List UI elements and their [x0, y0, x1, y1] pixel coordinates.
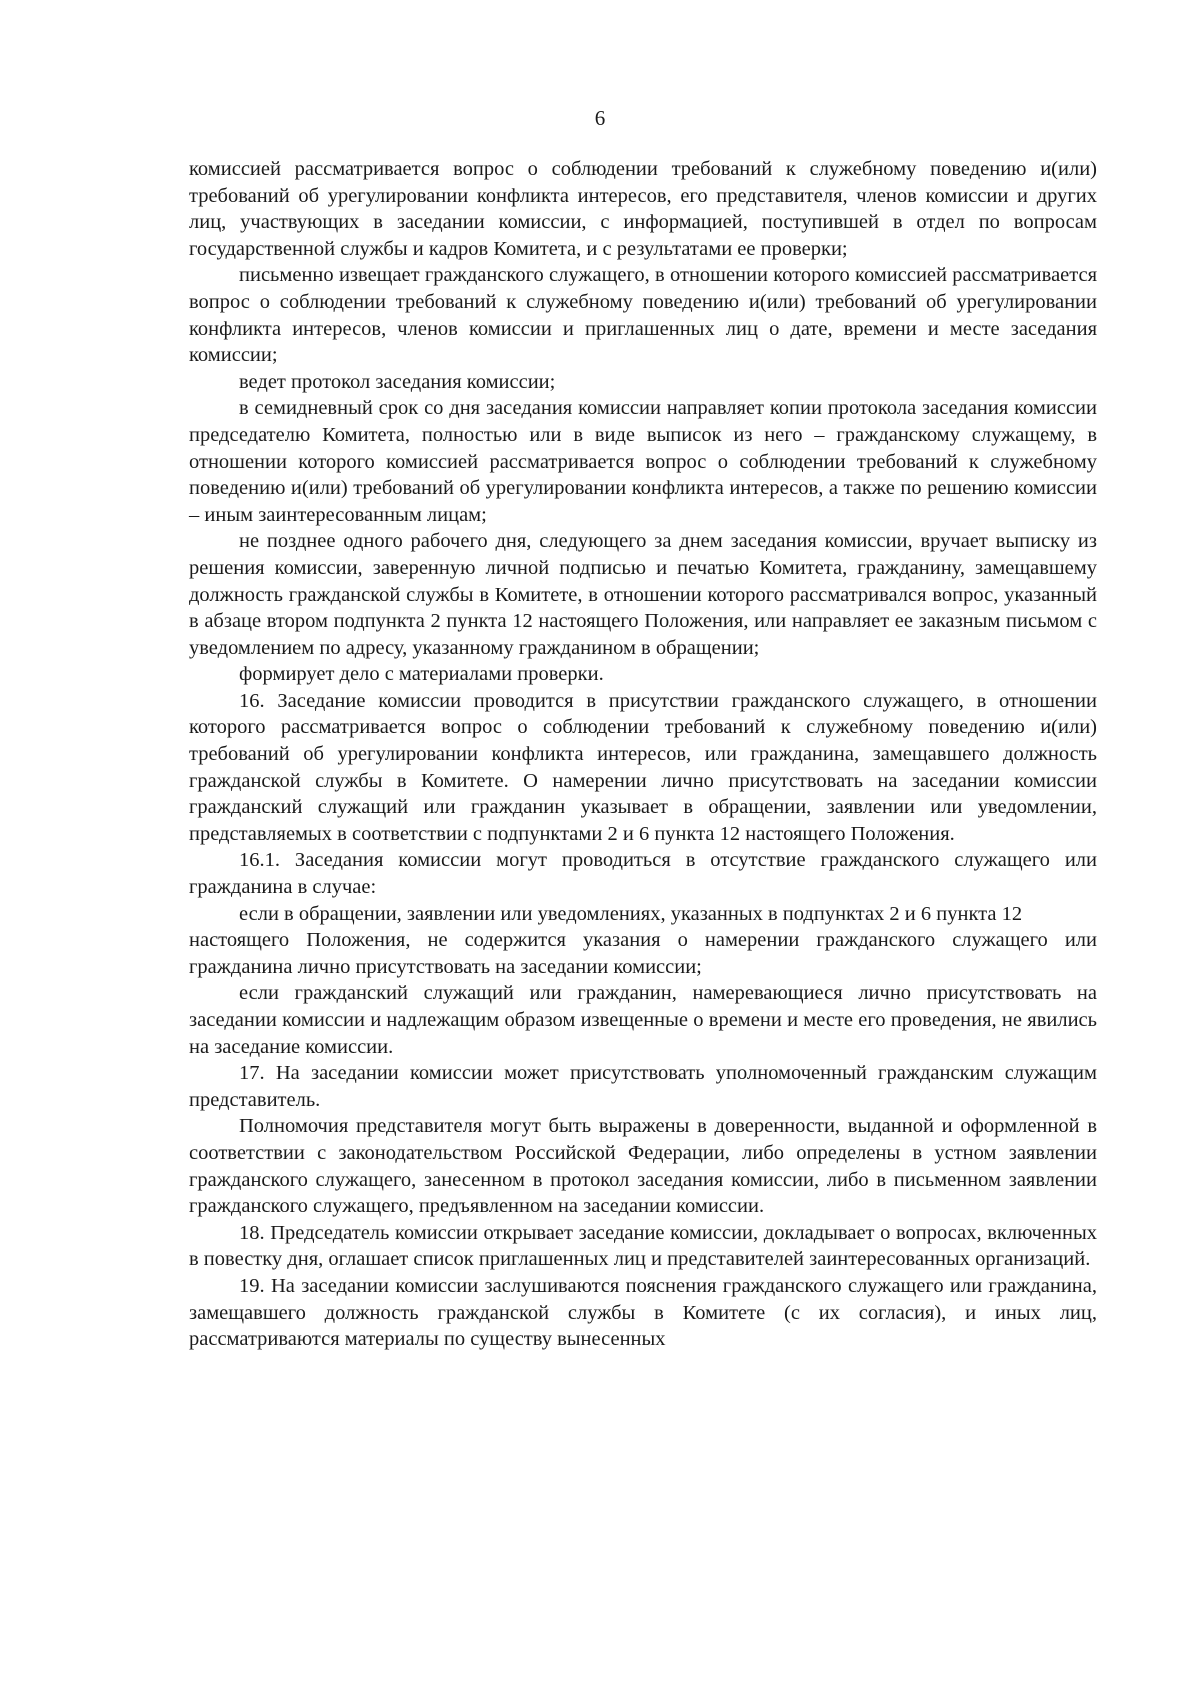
paragraph-item-19: 19. На заседании комиссии заслушиваются пояснения гражданского служащего или гражданина, замещавшего должность гражданской службы в Комитете (с их согласия), и иных лиц, рассматриваются материалы по существу вынесенных: [189, 1274, 1097, 1351]
paragraph-item-17: 17. На заседании комиссии может присутствовать уполномоченный гражданским служащим представитель.: [189, 1062, 1097, 1111]
paragraph: письменно извещает гражданского служащего, в отношении которого комиссией рассматривается вопрос о соблюдении требований к служебному поведению и(или) требований об урегулировании конфликта интересов, членов комиссии и приглашенных лиц о дате, времени и месте заседания комиссии;: [189, 264, 1097, 367]
paragraph: ведет протокол заседания комиссии;: [239, 370, 556, 393]
paragraph: если гражданский служащий или гражданин, намеревающиеся лично присутствовать на заседании комиссии и надлежащим образом извещенные о времени и месте его проведения, не явились на заседание комиссии.: [189, 982, 1097, 1058]
paragraph: формирует дело с материалами проверки.: [239, 663, 604, 686]
paragraph: не позднее одного рабочего дня, следующего за днем заседания комиссии, вручает выписку из решения комиссии, заверенную личной подписью и печатью Комитета, гражданину, замещавшему должность гражданской службы в Комитете, в отношении которого рассматривался вопрос, указанный в абзаце втором подпункта 2 пункта 12 настоящего Положения, или направляет ее заказным письмом с уведомлением по адресу, указанному гражданином в обращении;: [189, 530, 1097, 659]
paragraph: если в обращении, заявлении или уведомлениях, указанных в подпунктах 2 и 6 пункта 12: [239, 902, 1023, 925]
paragraph-item-16: 16. Заседание комиссии проводится в присутствии гражданского служащего, в отношении которого рассматривается вопрос о соблюдении требований к служебному поведению и(или) требований об урегулировании конфликта интересов, или гражданина, замещавшего должность гражданской службы в Комитете. О намерении лично присутствовать на заседании комиссии гражданский служащий или гражданин указывает в обращении, заявлении или уведомлении, представляемых в соответствии с подпунктами 2 и 6 пункта 12 настоящего Положения.: [189, 689, 1097, 845]
paragraph: Полномочия представителя могут быть выражены в доверенности, выданной и оформленной в соответствии с законодательством Российской Федерации, либо определены в устном заявлении гражданского служащего, занесенном в протокол заседания комиссии, либо в письменном заявлении гражданского служащего, предъявленном на заседании комиссии.: [189, 1115, 1097, 1218]
paragraph: в семидневный срок со дня заседания комиссии направляет копии протокола заседания комиссии председателю Комитета, полностью или в виде выписок из него – гражданскому служащему, в отношении которого комиссией рассматривается вопрос о соблюдении требований к служебному поведению и(или) требований об урегулировании конфликта интересов, а также по решению комиссии – иным заинтересованным лицам;: [189, 397, 1097, 526]
paragraph-item-16-1: 16.1. Заседания комиссии могут проводиться в отсутствие гражданского служащего или гражданина в случае:: [189, 849, 1097, 899]
document-body: [189, 156, 1097, 1353]
paragraph-item-18: 18. Председатель комиссии открывает заседание комиссии, докладывает о вопросах, включенных в повестку дня, оглашает список приглашенных лиц и представителей заинтересованных организаций.: [189, 1221, 1097, 1271]
paragraph: комиссией рассматривается вопрос о соблюдении требований к служебному поведению и(или) требований об урегулировании конфликта интересов, его представителя, членов комиссии и других лиц, участвующих в заседании комиссии, с информацией, поступившей в отдел по вопросам государственной службы и кадров Комитета, и с результатами ее проверки;: [189, 158, 1097, 260]
page-number: 6: [594, 106, 606, 130]
paragraph-continuation: настоящего Положения, не содержится указания о намерении гражданского служащего или гражданина лично присутствовать на заседании комиссии;: [189, 929, 1097, 978]
